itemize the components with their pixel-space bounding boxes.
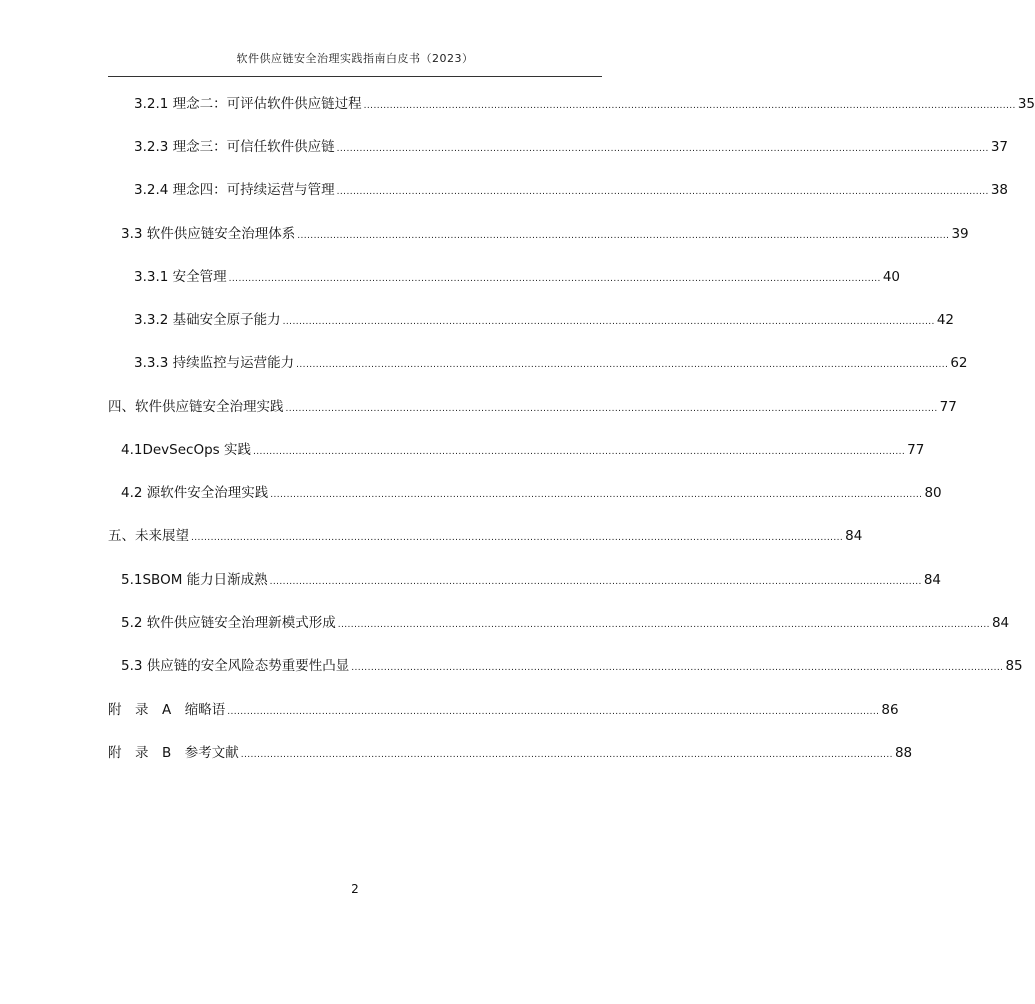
toc-entry-title: 附 录 B 参考文献 xyxy=(108,745,239,761)
toc-entry-page: 39 xyxy=(951,226,969,242)
toc-entry-5-3[interactable] xyxy=(121,657,1023,675)
toc-entry-page: 84 xyxy=(991,615,1010,631)
toc-leader-dots: ........................................................................................................................................................................................................ xyxy=(285,404,938,414)
toc-entry-page: 84 xyxy=(923,572,941,588)
toc-leader-dots: ........................................................................................................................................................................................................ xyxy=(228,274,881,284)
toc-entry-5-2[interactable] xyxy=(121,614,1010,632)
toc-entry-page: 80 xyxy=(924,485,942,501)
toc-entry-page: 38 xyxy=(990,182,1009,198)
toc-entry-title: 3.2.4 理念四：可持续运营与管理 xyxy=(134,182,335,198)
toc-entry-title: 3.2.3 理念三：可信任软件供应链 xyxy=(134,139,335,155)
toc-entry-3-2-1[interactable] xyxy=(134,95,1035,113)
toc-entry-3-3-3[interactable] xyxy=(134,354,968,372)
toc-entry-title: 5.2 软件供应链安全治理新模式形成 xyxy=(121,615,336,631)
toc-entry-3-3[interactable] xyxy=(121,225,969,243)
toc-entry-3-2-3[interactable] xyxy=(134,138,1009,156)
page-number: 2 xyxy=(351,882,359,896)
toc-entry-page: 85 xyxy=(1005,658,1023,674)
toc-entry-4-2[interactable] xyxy=(121,484,942,502)
toc-entry-title: 3.3.3 持续监控与运营能力 xyxy=(134,355,295,371)
toc-entry-title: 附 录 A 缩略语 xyxy=(108,702,226,718)
toc-leader-dots: ........................................................................................................................................................................................................ xyxy=(296,360,949,370)
toc-entry-appendix-b[interactable] xyxy=(108,744,913,762)
toc-entry-page: 62 xyxy=(950,355,968,371)
toc-leader-dots: ........................................................................................................................................................................................................ xyxy=(227,707,880,717)
toc-entry-title: 5.3 供应链的安全风险态势重要性凸显 xyxy=(121,658,350,674)
toc-leader-dots: ........................................................................................................................................................................................................ xyxy=(337,620,990,630)
toc-entry-page: 84 xyxy=(845,528,863,544)
toc-entry-title: 四、软件供应链安全治理实践 xyxy=(108,399,284,415)
toc-entry-3-3-2[interactable] xyxy=(134,311,955,329)
toc-entry-page: 88 xyxy=(894,745,913,761)
toc-leader-dots: ........................................................................................................................................................................................................ xyxy=(351,663,1004,673)
toc-entry-title: 5.1SBOM 能力日渐成熟 xyxy=(121,572,268,588)
toc-leader-dots: ........................................................................................................................................................................................................ xyxy=(240,750,893,760)
toc-entry-4-1[interactable] xyxy=(121,441,925,459)
toc-entry-page: 77 xyxy=(939,399,957,415)
toc-entry-5-1[interactable] xyxy=(121,571,941,589)
toc-entry-title: 3.3.1 安全管理 xyxy=(134,269,227,285)
toc-entry-chapter-5[interactable] xyxy=(108,527,863,545)
toc-leader-dots: ........................................................................................................................................................................................................ xyxy=(252,447,906,457)
toc-entry-page: 35 xyxy=(1017,96,1035,112)
running-header: 软件供应链安全治理实践指南白皮书（2023） xyxy=(236,52,474,65)
toc-leader-dots: ........................................................................................................................................................................................................ xyxy=(282,317,935,327)
toc-leader-dots: ........................................................................................................................................................................................................ xyxy=(363,101,1016,111)
toc-leader-dots: ........................................................................................................................................................................................................ xyxy=(270,490,923,500)
toc-entry-title: 4.1DevSecOps 实践 xyxy=(121,442,251,458)
toc-leader-dots: ........................................................................................................................................................................................................ xyxy=(269,577,922,587)
toc-entry-title: 3.3 软件供应链安全治理体系 xyxy=(121,226,296,242)
toc-entry-page: 37 xyxy=(990,139,1009,155)
toc-entry-page: 42 xyxy=(936,312,955,328)
toc-entry-appendix-a[interactable] xyxy=(108,701,899,719)
toc-entry-3-3-1[interactable] xyxy=(134,268,901,286)
toc-entry-3-2-4[interactable] xyxy=(134,181,1009,199)
toc-leader-dots: ........................................................................................................................................................................................................ xyxy=(336,187,989,197)
toc-leader-dots: ........................................................................................................................................................................................................ xyxy=(297,231,950,241)
toc-entry-title: 4.2 源软件安全治理实践 xyxy=(121,485,269,501)
toc-entry-page: 40 xyxy=(882,269,901,285)
toc-entry-title: 五、未来展望 xyxy=(108,528,189,544)
toc-leader-dots: ........................................................................................................................................................................................................ xyxy=(191,533,844,543)
toc-entry-chapter-4[interactable] xyxy=(108,398,957,416)
toc-entry-page: 86 xyxy=(881,702,899,718)
toc-leader-dots: ........................................................................................................................................................................................................ xyxy=(336,144,989,154)
toc-entry-page: 77 xyxy=(907,442,925,458)
toc-entry-title: 3.2.1 理念二：可评估软件供应链过程 xyxy=(134,96,362,112)
toc-entry-title: 3.3.2 基础安全原子能力 xyxy=(134,312,281,328)
